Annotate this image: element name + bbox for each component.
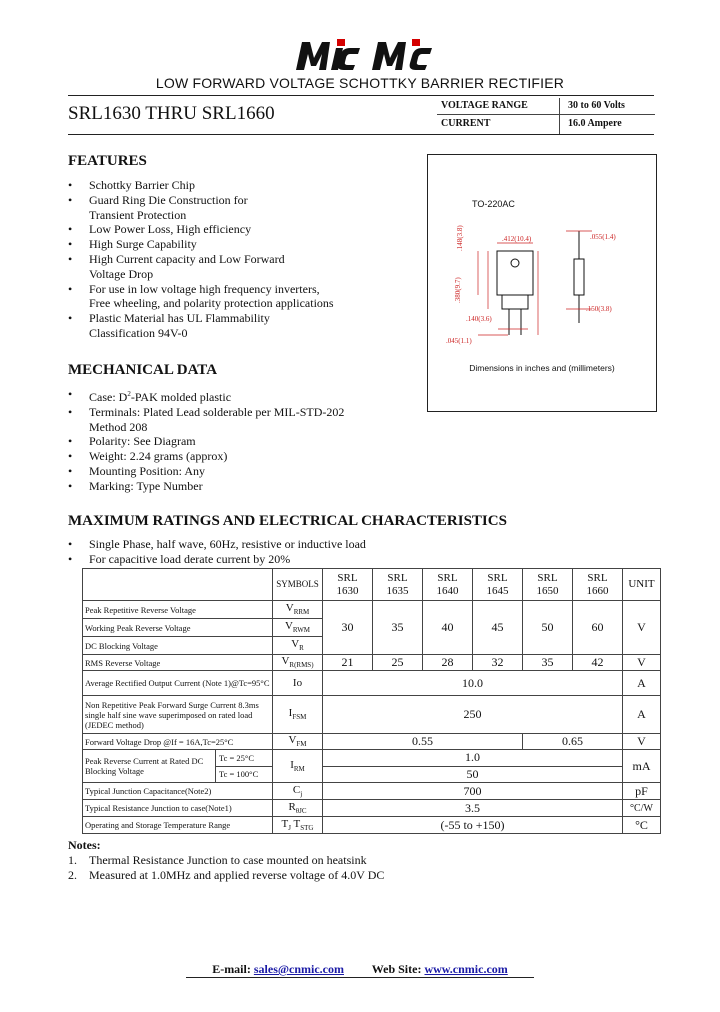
value-irm-1: 1.0 [323,750,623,767]
dim-pin: .045(1.1) [446,337,472,345]
feature-item: • Guard Ring Die Construction for Transient Protection [68,192,248,222]
value-temp: (-55 to +150) [323,817,623,834]
header-part: SRL 1635 [373,569,423,601]
mechanical-item: • Case: $D^2$-PAK molded plastic [68,387,232,404]
symbol-rms: $V_{R(RMS)}$ [273,655,323,671]
param-rms: RMS Reverse Voltage [83,655,273,671]
voltage-range-label: VOLTAGE RANGE [441,100,528,111]
table-row-vfm [83,734,661,750]
mechanical-item: • Terminals: Plated Lead solderable per MIL-STD-202 Method 208 [68,404,345,434]
unit-cj: pF [623,783,661,800]
feature-item: • Plastic Material has UL Flammability Classification 94V-0 [68,311,270,340]
symbol-io: Io [273,671,323,696]
symbol-vfm: $V_{FM}$ [273,734,323,750]
symbol-rth: $R_{\theta JC}$ [273,800,323,817]
header-part: SRL 1640 [423,569,473,601]
dim-top: .412(10.4) [502,235,532,243]
feature-item: • Schottky Barrier Chip [68,178,195,192]
voltage-range-value: 30 to 60 Volts [568,100,625,111]
value-rth: 3.5 [323,800,623,817]
value-rms: 21 [323,655,373,671]
dim-right2: .150(3.8) [586,305,612,313]
param-vrwm: Working Peak Reverse Voltage [83,619,273,637]
symbol-vr: $V_R$ [273,637,323,655]
symbol-cj: $C_j$ [273,783,323,800]
notes-title: Notes: [68,838,101,852]
feature-item: • For use in low voltage high frequency inverters, Free wheeling, and polarity protection applications [68,281,334,311]
param-cj: Typical Junction Capacitance(Note2) [83,783,273,800]
table-row-ifsm [83,696,661,734]
feature-item: • Low Power Loss, High efficiency [68,222,252,237]
header-part: SRL 1650 [523,569,573,601]
email-link[interactable]: sales@cnmic.com [253,962,344,976]
ratings-table [82,568,661,834]
package-name: TO-220AC [472,199,515,209]
dim-side: .148(3.8) [456,225,464,251]
symbol-ifsm: $I_{FSM}$ [273,696,323,734]
features-title: FEATURES [68,153,147,169]
package-diagram-box [427,154,657,412]
website-link[interactable]: www.cnmic.com [424,962,508,976]
unit-temp: °C [623,817,661,834]
value-vrrm: 50 [523,601,573,655]
ratings-title: MAXIMUM RATINGS AND ELECTRICAL CHARACTERISTICS [68,513,507,529]
header-symbols: SYMBOLS [273,569,323,601]
symbol-vrwm: $V_{RWM}$ [273,619,323,637]
unit-io: A [623,671,661,696]
current-value: 16.0 Ampere [568,118,622,129]
website-label: Web Site: [371,962,422,976]
document-subtitle: LOW FORWARD VOLTAGE SCHOTTKY BARRIER RECTIFIER [155,75,565,91]
email-label: E-mail: [212,962,251,976]
param-temp: Operating and Storage Temperature Range [83,817,273,834]
table-row-rms [83,655,661,671]
header-unit: UNIT [623,569,661,601]
table-row-irm [83,750,661,767]
table-row-cj [83,783,661,800]
condition-item: • For capacitive load derate current by 20% [68,551,291,566]
value-rms: 32 [473,655,523,671]
spec-vertical-divider [559,98,560,134]
param-vr: DC Blocking Voltage [83,637,273,655]
value-cj: 700 [323,783,623,800]
header-part: SRL 1660 [573,569,623,601]
spec-bottom-divider [68,134,654,135]
irm-condition-25: Tc = 25°C [216,750,272,767]
mechanical-list [68,387,418,494]
features-list [68,178,418,341]
unit-irm: mA [623,750,661,783]
footer-divider [186,977,534,978]
value-io: 10.0 [323,671,623,696]
unit-vfm: V [623,734,661,750]
dim-bottom: .140(3.6) [466,315,492,323]
header-blank [83,569,273,601]
package-drawing [458,217,648,357]
param-vrrm: Peak Repetitive Reverse Voltage [83,601,273,619]
value-vrrm: 40 [423,601,473,655]
param-io: Average Rectified Output Current (Note 1)@Tc=95°C [83,671,273,696]
notes-section [68,838,384,883]
table-row-rth [83,800,661,817]
param-ifsm: Non Repetitive Peak Forward Surge Current 8.3ms single half sine wave superimposed on rated load (JEDEC method) [83,696,273,734]
dim-lead: .380(9.7) [454,277,462,303]
unit-rth: °C/W [623,800,661,817]
unit-ifsm: A [623,696,661,734]
feature-item: • High Current capacity and Low Forward Voltage Drop [68,251,285,281]
header-part: SRL 1645 [473,569,523,601]
symbol-vrrm: $V_{RRM}$ [273,601,323,619]
brand-logo [292,36,442,72]
value-rms: 28 [423,655,473,671]
current-label: CURRENT [441,118,491,129]
conditions-list [68,537,468,567]
footer [0,962,720,977]
table-row-vrrm [83,601,661,619]
unit-vrrm: V [623,601,661,655]
value-vrrm: 35 [373,601,423,655]
value-rms: 35 [523,655,573,671]
value-rms: 42 [573,655,623,671]
dim-right1: .055(1.4) [590,233,616,241]
mechanical-item: • Marking: Type Number [68,478,203,493]
package-caption: Dimensions in inches and (millimeters) [469,363,615,373]
value-vfm-1: 0.55 [323,734,523,750]
value-ifsm: 250 [323,696,623,734]
value-irm-2: 50 [323,766,623,783]
value-rms: 25 [373,655,423,671]
note-item: 1. Thermal Resistance Junction to case mounted on heatsink [68,853,367,867]
header-part: SRL 1630 [323,569,373,601]
condition-item: • Single Phase, half wave, 60Hz, resistive or inductive load [68,537,366,551]
table-row-temp [83,817,661,834]
value-vfm-2: 0.65 [523,734,623,750]
mechanical-item: • Weight: 2.24 grams (approx) [68,449,228,464]
feature-item: • High Surge Capability [68,237,197,252]
value-vrrm: 45 [473,601,523,655]
param-vfm: Forward Voltage Drop @If = 16A,Tc=25°C [83,734,273,750]
param-rth: Typical Resistance Junction to case(Note1) [83,800,273,817]
irm-condition-100: Tc = 100°C [219,769,259,780]
value-vrrm: 30 [323,601,373,655]
mechanical-item: • Mounting Position: Any [68,463,206,478]
note-item: 2. Measured at 1.0MHz and applied reverse voltage of 4.0V DC [68,868,385,882]
symbol-temp: $T_J$ $T_{STG}$ [273,817,323,834]
unit-rms: V [623,655,661,671]
value-vrrm: 60 [573,601,623,655]
table-row-io [83,671,661,696]
symbol-irm: $I_{RM}$ [273,750,323,783]
mechanical-item: • Polarity: See Diagram [68,434,196,449]
part-number-title: SRL1630 THRU SRL1660 [68,103,275,124]
header-divider [68,95,654,96]
param-irm: Peak Reverse Current at Rated DC Blocking Voltage Tc = 25°C Tc = 100°C [83,750,273,783]
mechanical-title: MECHANICAL DATA [68,362,218,378]
table-header-row [83,569,661,601]
spec-divider [437,114,655,115]
